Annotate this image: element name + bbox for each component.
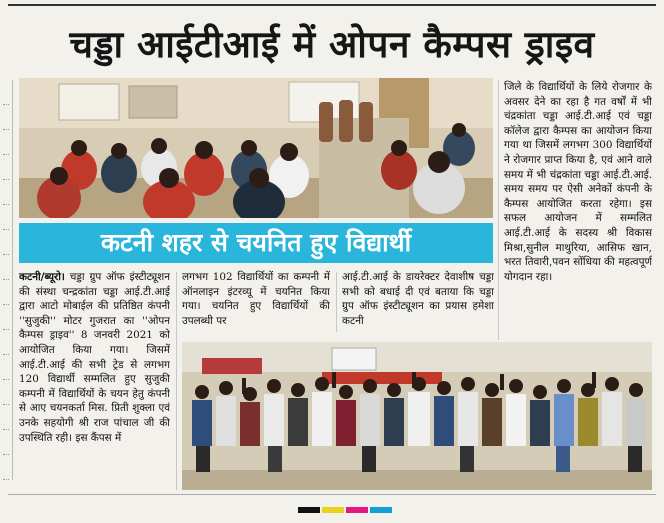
article-column-1 (19, 270, 170, 492)
subheadline: कटनी शहर से चयनित हुए विद्यार्थी (100, 228, 412, 257)
article-column-right: जिले के विद्यार्थियों के लिये रोजगार के अवसर देने का रहा है गत वर्षों में भी चंद्रकांता चड्डा आई.टी.आई एवं चड्डा कॉलेज द्वारा कैम्पस का आयोजन किया गया था जिसमें लगभग 300 विद्यार्थियों ने रोजगार प्राप्त किया है, एवं आने वाले समय में भी चंद्रकांता चड्डा आई.टी.आई. समय समय पर ऐसी अनेकों कंपनी के कैम्पस आयोजित करता रहेगा। इस सफल आयोजन में सम्मलित आई.टी.आई के सदस्य श्री विकास मिश्रा,सुनील माथुरिया, आसिफ खान, भरत तिवारी,पवन सोंधिया की महत्वपूर्ण योगदान रहा। (504, 81, 652, 283)
group-photo (182, 342, 652, 490)
column-divider (498, 80, 499, 340)
article-column-3: आई.टी.आई के डायरेक्टर देवाशीष चड्डा सभी को बधाई दी एवं बताया कि चड्डा ग्रुप ऑफ इंस्टीट्यूशन का प्रयास हमेशा कटनी (342, 271, 494, 327)
column-divider (176, 272, 177, 490)
subheadline-band (19, 223, 493, 263)
dateline: कटनी/ब्यूरो। (19, 271, 65, 283)
headline: चड्डा आईटीआई में ओपन कैम्पस ड्राइव (69, 23, 595, 66)
article-column-2: लगभग 102 विद्यार्थियों का कम्पनी में ऑनलाइन इंटरव्यू में चयनित किया गया। चयनित हुए विद्यार्थियों की उपलब्धी पर (182, 271, 330, 327)
print-mark-magenta (346, 507, 368, 513)
column-divider (336, 272, 337, 332)
print-mark-cyan (370, 507, 392, 513)
top-rule (8, 4, 656, 6)
adjacent-column-edge (0, 80, 13, 480)
bottom-rule (8, 494, 656, 495)
print-mark-black (298, 507, 320, 513)
article-column-1-text: चड्डा ग्रुप ऑफ इंस्टीट्यूशन की संस्था चन्द्रकांता चड्डा आई.टी.आई द्वारा आटो मोबाईल की प्रतिष्ठित कंपनी ''सुजुकी'' मोटर गुजरात का ''ओपन कैम्पस ड्राइव'' 8 जनवरी 2021 को आयोजित किया गया। जिसमें आई.टी.आई की सभी ट्रेड से लगभग 120 विद्यार्थी सम्मलित हुए सुजुकी कम्पनी में विद्यार्थियों के चयन हेतु कंपनी से आए चयनकर्ता मिस. प्रिती शुक्ला एवं उनके सहयोगी श्री राज पांचाल जी की उपस्थिति रही। इस कैंपस में (19, 271, 170, 444)
print-mark-yellow (322, 507, 344, 513)
classroom-photo (19, 78, 493, 218)
